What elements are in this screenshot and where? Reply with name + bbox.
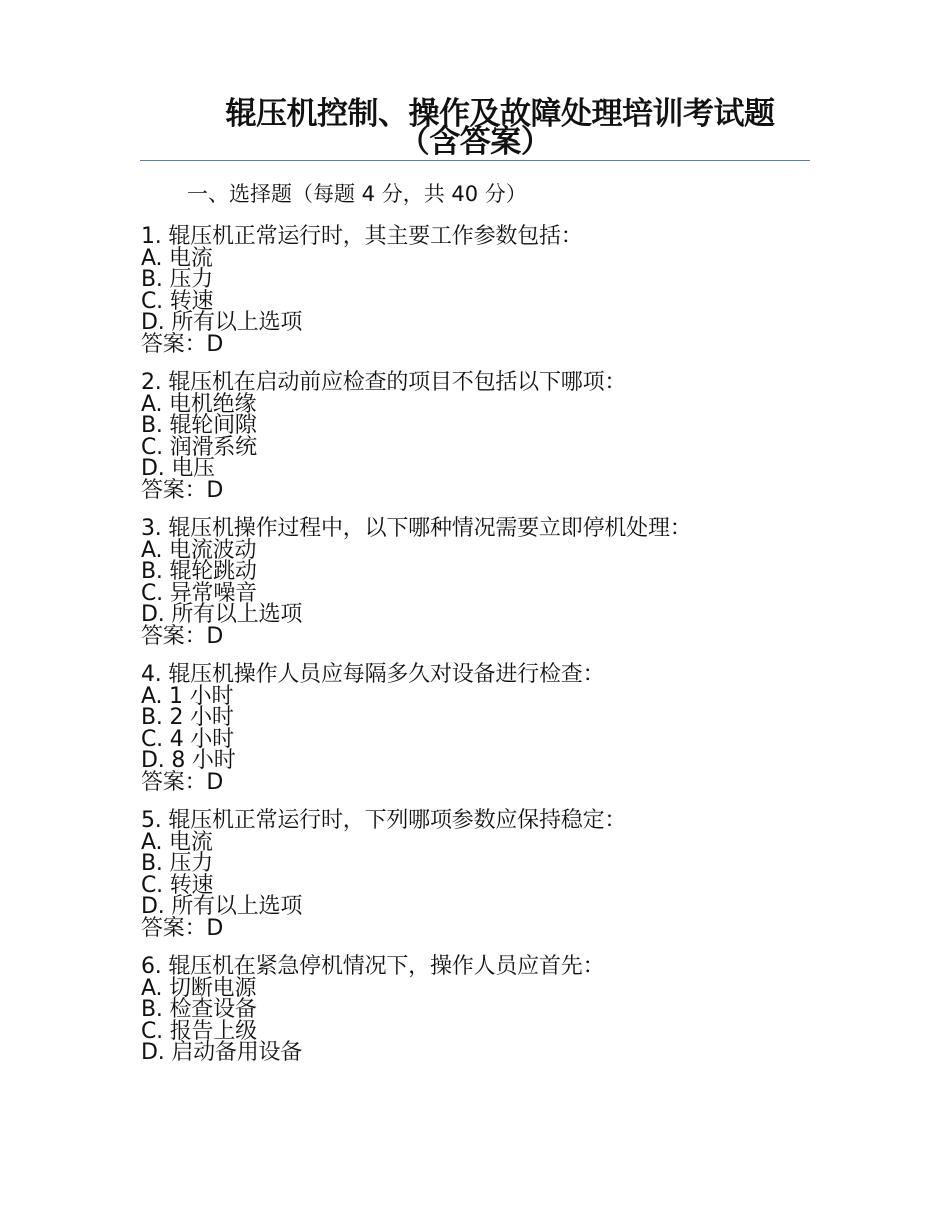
option-a: A. 电流 [141,829,213,855]
option-a: A. 电机绝缘 [141,391,257,417]
answer: 答案：D [141,477,224,503]
question-1 [141,226,821,355]
question-stem: 5. 辊压机正常运行时，下列哪项参数应保持稳定： [141,808,627,833]
option-b: B. 辊轮跳动 [141,559,257,584]
answer: 答案：D [141,915,224,941]
option-a: A. 切断电源 [141,975,257,1001]
question-stem: 3. 辊压机操作过程中，以下哪种情况需要立即停机处理： [141,516,692,541]
question-stem: 6. 辊压机在紧急停机情况下，操作人员应首先： [141,954,605,979]
option-c: C. 润滑系统 [141,434,257,460]
option-b: B. 压力 [141,851,214,876]
question-3 [141,518,821,647]
answer: 答案：D [141,623,224,649]
section-heading: 一、选择题（每题 4 分，共 40 分） [187,182,527,206]
option-d: D. 所有以上选项 [141,894,303,919]
question-stem: 4. 辊压机操作人员应每隔多久对设备进行检查： [141,662,605,687]
question-4 [141,664,821,793]
option-a: A. 1 小时 [141,683,234,709]
option-a: A. 电流波动 [141,537,257,563]
question-stem: 2. 辊压机在启动前应检查的项目不包括以下哪项： [141,370,627,395]
option-c: C. 报告上级 [141,1018,257,1044]
option-b: B. 检查设备 [141,997,257,1022]
question-list [141,226,821,1081]
answer: 答案：D [141,331,224,357]
option-c: C. 4 小时 [141,726,234,752]
answer: 答案：D [141,769,224,795]
title-underline [140,160,810,161]
option-d: D. 所有以上选项 [141,602,303,627]
option-b: B. 压力 [141,267,214,292]
option-c: C. 转速 [141,872,214,898]
question-stem: 1. 辊压机正常运行时，其主要工作参数包括： [141,224,583,249]
document-title [140,98,810,158]
option-d: D. 启动备用设备 [141,1040,303,1065]
option-b: B. 2 小时 [141,705,234,730]
title-line-1: 辊压机控制、操作及故障处理培训考试题 [225,96,775,132]
option-d: D. 所有以上选项 [141,310,303,335]
title-line-2: （含答案） [398,124,552,160]
option-c: C. 转速 [141,288,214,314]
option-d: D. 电压 [141,456,215,481]
option-a: A. 电流 [141,245,213,271]
option-d: D. 8 小时 [141,748,236,773]
question-6 [141,956,821,1064]
question-2 [141,372,821,501]
option-c: C. 异常噪音 [141,580,257,606]
option-b: B. 辊轮间隙 [141,413,257,438]
question-5 [141,810,821,939]
